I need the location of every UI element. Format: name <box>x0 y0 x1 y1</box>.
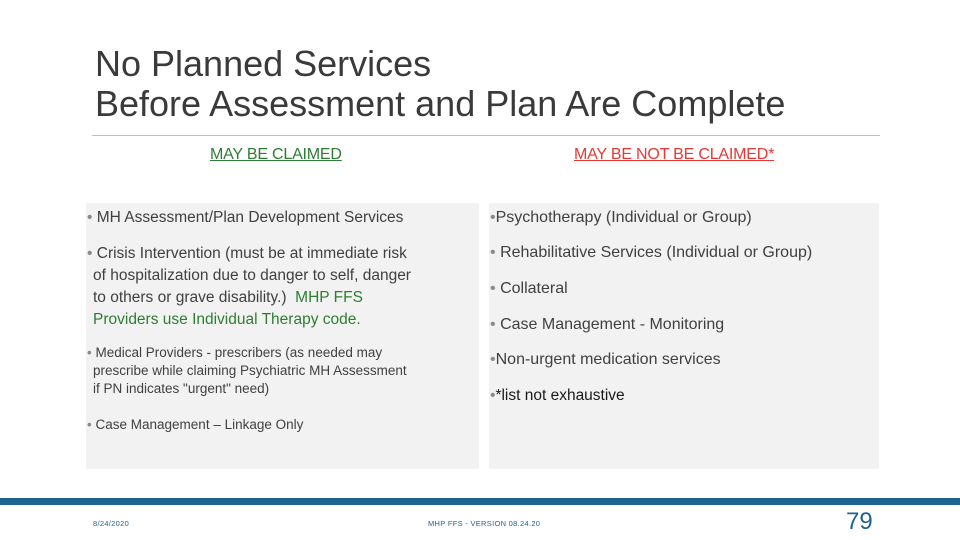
not-claimed-item <box>490 208 875 228</box>
not-claimed-item-text: Case Management - Monitoring <box>500 316 725 333</box>
slide-title <box>95 44 895 124</box>
claimed-item-crisis <box>87 243 477 331</box>
not-claimed-item-text: Collateral <box>500 280 568 297</box>
footer-bar <box>0 498 960 505</box>
title-divider <box>92 135 880 136</box>
bullet-icon: • <box>87 345 92 360</box>
not-claimed-item-text: Psychotherapy (Individual or Group) <box>495 209 752 226</box>
bullet-icon: • <box>490 351 496 368</box>
claimed-item-text: of hospitalization due to danger to self, danger <box>93 267 411 284</box>
claimed-item-linkage <box>87 416 477 434</box>
not-claimed-item <box>490 243 875 263</box>
claimed-item-medical <box>87 344 477 398</box>
title-line-2: Before Assessment and Plan Are Complete <box>95 83 786 124</box>
may-not-be-claimed-heading: MAY BE NOT BE CLAIMED* <box>574 146 775 163</box>
footer-version: MHP FFS - VERSION 08.24.20 <box>428 519 541 528</box>
title-line-1: No Planned Services <box>95 43 432 84</box>
may-be-claimed-heading: MAY BE CLAIMED <box>210 146 342 163</box>
slide-number: 79 <box>846 508 873 535</box>
bullet-icon: • <box>490 387 496 404</box>
not-claimed-item <box>490 350 875 370</box>
footer-date: 8/24/2020 <box>93 519 130 528</box>
not-claimed-item-text: *list not exhaustive <box>495 387 625 404</box>
not-claimed-item <box>490 315 875 335</box>
bullet-icon: • <box>490 316 496 333</box>
claimed-item-text: prescribe while claiming Psychiatric MH Assessment <box>93 363 407 378</box>
claimed-item-text: Medical Providers - prescribers (as needed may <box>95 345 383 360</box>
claimed-item-text-line <box>87 287 477 309</box>
claimed-item-text: MH Assessment/Plan Development Services <box>96 209 404 226</box>
claimed-item-text: if PN indicates "urgent" need) <box>93 381 270 396</box>
not-exhaustive-note <box>490 386 875 406</box>
claimed-item-text: Crisis Intervention (must be at immediate risk <box>96 245 407 262</box>
not-claimed-item-text: Rehabilitative Services (Individual or Group) <box>500 244 813 261</box>
claimed-item-text: to others or grave disability.) <box>93 289 287 306</box>
claimed-item-text: Case Management – Linkage Only <box>95 417 304 432</box>
ffs-note: MHP FFS <box>295 289 363 306</box>
bullet-icon: • <box>87 417 92 432</box>
bullet-icon: • <box>490 209 496 226</box>
not-claimed-item-text: Non-urgent medication services <box>495 351 721 368</box>
not-claimed-item <box>490 279 875 299</box>
bullet-icon: • <box>490 244 496 261</box>
bullet-icon: • <box>490 280 496 297</box>
claimed-item-assessment <box>87 208 477 228</box>
bullet-icon: • <box>87 245 93 262</box>
bullet-icon: • <box>87 209 93 226</box>
ffs-note: Providers use Individual Therapy code. <box>93 311 361 328</box>
